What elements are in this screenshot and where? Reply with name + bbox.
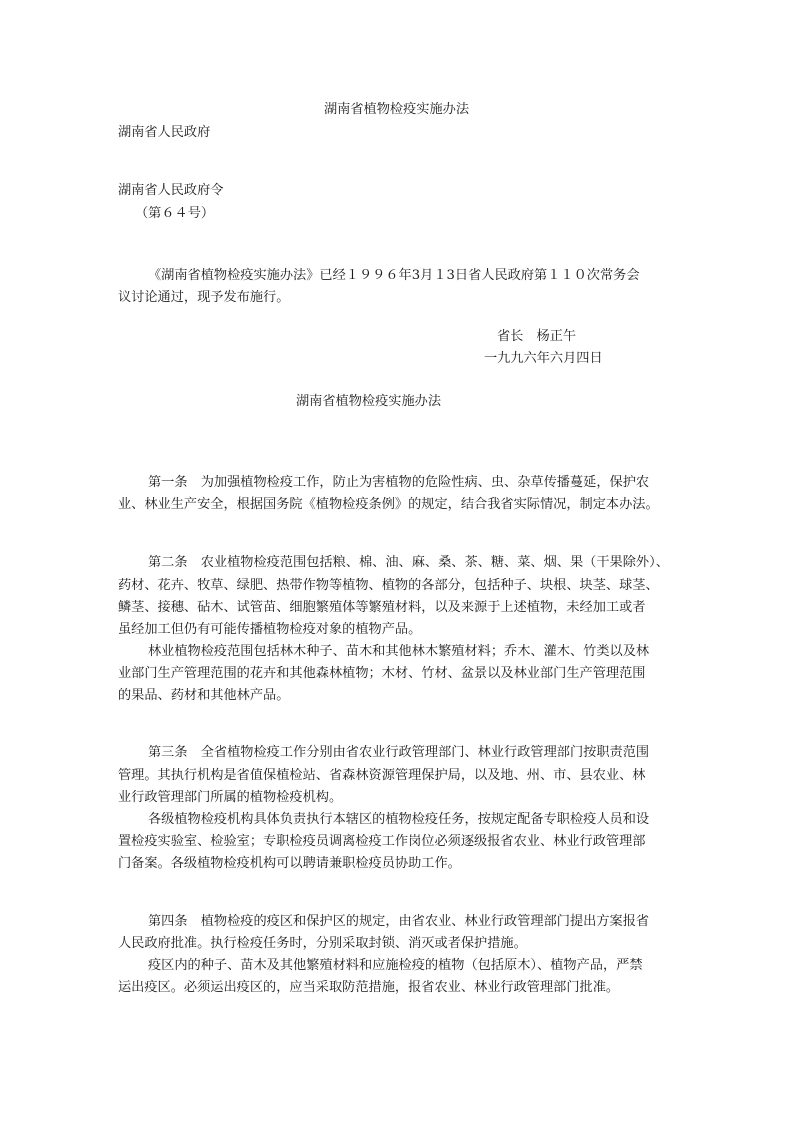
article-line: 业、林业生产安全，根据国务院《植物检疫条例》的规定，结合我省实际情况，制定本办法。 (118, 497, 659, 512)
article-line: 的果品、药材和其他林产品。 (118, 688, 290, 703)
article-line: 业部门生产管理范围的花卉和其他森林植物；木材、竹材、盆景以及林业部门生产管理范围 (118, 666, 646, 681)
signature-role: 省长 杨正午 (497, 329, 577, 344)
article-line: 鳞茎、接穗、砧木、试管苗、细胞繁殖体等繁殖材料，以及来源于上述植物，未经加工或者 (118, 600, 646, 615)
article-line: 林业植物检疫范围包括林木种子、苗木和其他林木繁殖材料；乔木、灌木、竹类以及林 (148, 644, 650, 659)
article-line: 业行政管理部门所属的植物检疫机构。 (118, 790, 343, 805)
article-line: 置检疫实验室、检验室；专职检疫员调离检疫工作岗位必须逐级报省农业、林业行政管理部 (118, 834, 646, 849)
article-line: 管理。其执行机构是省值保植检站、省森林资源管理保护局，以及地、州、市、县农业、林 (118, 768, 646, 783)
article-line: 第二条 农业植物检疫范围包括粮、棉、油、麻、桑、茶、糖、菜、烟、果（干果除外）、 (148, 555, 669, 570)
article-line: 各级植物检疫机构具体负责执行本辖区的植物检疫任务，按规定配备专职检疫人员和设 (148, 812, 650, 827)
signature-date: 一九九六年六月四日 (484, 351, 603, 366)
article-line: 疫区内的种子、苗木及其他繁殖材料和应施检疫的植物（包括原木）、植物产品，严禁 (148, 958, 643, 973)
decree-name: 湖南省人民政府令 (118, 183, 224, 198)
preamble-line: 《湖南省植物检疫实施办法》已经１９９６年3月１3日省人民政府第１１０次常务会 (148, 268, 640, 283)
article-line: 第一条 为加强植物检疫工作，防止为害植物的危险性病、虫、杂草传播蔓延，保护农 (148, 475, 650, 490)
decree-number: （第６４号） (135, 206, 215, 221)
article-line: 药材、花卉、牧草、绿肥、热带作物等植物、植物的各部分，包括种子、块根、块茎、球茎、 (118, 578, 659, 593)
issuer: 湖南省人民政府 (118, 125, 211, 140)
document-title: 湖南省植物检疫实施办法 (323, 102, 470, 117)
article-line: 虽经加工但仍有可能传播植物检疫对象的植物产品。 (118, 622, 422, 637)
body-title: 湖南省植物检疫实施办法 (296, 394, 442, 409)
article-line: 人民政府批准。执行检疫任务时，分别采取封锁、消灭或者保护措施。 (118, 936, 527, 951)
article-line: 运出疫区。必须运出疫区的，应当采取防范措施，报省农业、林业行政管理部门批准。 (118, 980, 620, 995)
article-line: 门备案。各级植物检疫机构可以聘请兼职检疫员协助工作。 (118, 856, 461, 871)
preamble-line: 议讨论通过，现予发布施行。 (118, 290, 290, 305)
article-line: 第四条 植物检疫的疫区和保护区的规定，由省农业、林业行政管理部门提出方案报省 (148, 914, 650, 929)
article-line: 第三条 全省植物检疫工作分别由省农业行政管理部门、林业行政管理部门按职责范围 (148, 745, 650, 760)
